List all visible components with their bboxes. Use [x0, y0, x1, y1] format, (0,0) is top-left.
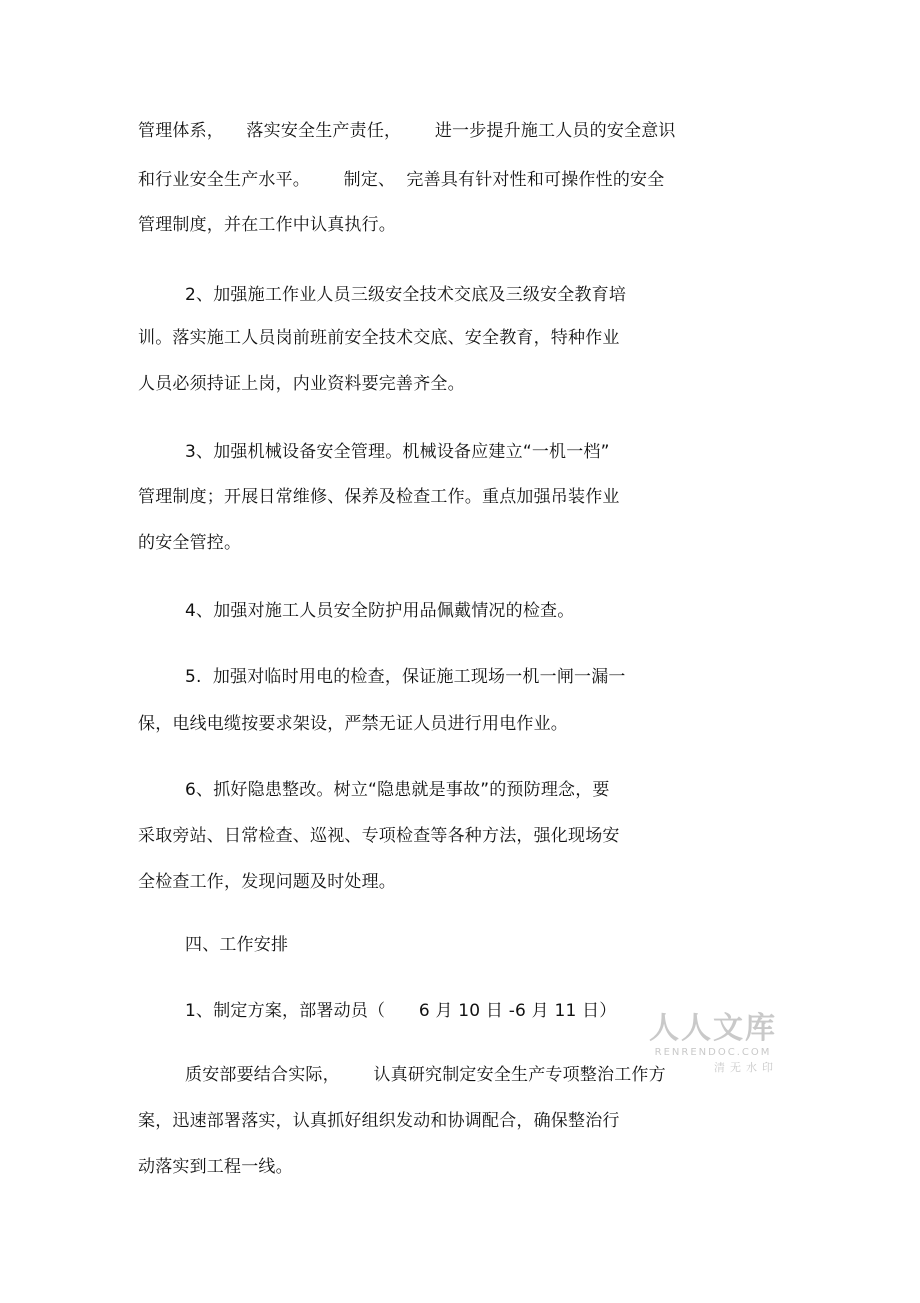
paragraph-line: 训。落实施工人员岗前班前安全技术交底、安全教育，特种作业: [138, 328, 620, 348]
paragraph-line: 保，电线电缆按要求架设，严禁无证人员进行用电作业。: [138, 714, 568, 734]
watermark-logo-text: 人人文库: [649, 1011, 777, 1046]
paragraph-line: 2、加强施工作业人员三级安全技术交底及三级安全教育培: [185, 285, 627, 305]
watermark-url: RENRENDOC.COM: [654, 1047, 772, 1058]
paragraph-line: 4、加强对施工人员安全防护用品佩戴情况的检查。: [185, 601, 575, 621]
list-item: 1、制定方案，部署动员（ 6 月 10 日 -6 月 11 日）: [185, 1001, 617, 1021]
paragraph-line: 动落实到工程一线。: [138, 1157, 293, 1177]
paragraph-line: 人员必须持证上岗，内业资料要完善齐全。: [138, 374, 465, 394]
watermark-subtext: 清无水印: [714, 1061, 778, 1074]
paragraph-line: 6、抓好隐患整改。树立“隐患就是事故”的预防理念，要: [185, 780, 610, 800]
paragraph-line: 质安部要结合实际， 认真研究制定安全生产专项整治工作方: [185, 1065, 666, 1085]
paragraph-line: 案，迅速部署落实，认真抓好组织发动和协调配合，确保整治行: [138, 1111, 620, 1131]
paragraph-line: 管理制度，并在工作中认真执行。: [138, 215, 396, 235]
section-heading: 四、工作安排: [185, 935, 289, 955]
watermark: [648, 1012, 778, 1076]
paragraph-line: 和行业安全生产水平。 制定、 完善具有针对性和可操作性的安全: [138, 170, 665, 190]
paragraph-line: 全检查工作，发现问题及时处理。: [138, 872, 396, 892]
paragraph-line: 管理制度；开展日常维修、保养及检查工作。重点加强吊装作业: [138, 487, 620, 507]
paragraph-line: 3、加强机械设备安全管理。机械设备应建立“一机一档”: [185, 442, 610, 462]
paragraph-line: 5. 加强对临时用电的检查，保证施工现场一机一闸一漏一: [185, 667, 626, 687]
paragraph-line: 管理体系， 落实安全生产责任， 进一步提升施工人员的安全意识: [138, 121, 676, 141]
paragraph-line: 的安全管控。: [138, 533, 242, 553]
paragraph-line: 采取旁站、日常检查、巡视、专项检查等各种方法，强化现场安: [138, 826, 620, 846]
